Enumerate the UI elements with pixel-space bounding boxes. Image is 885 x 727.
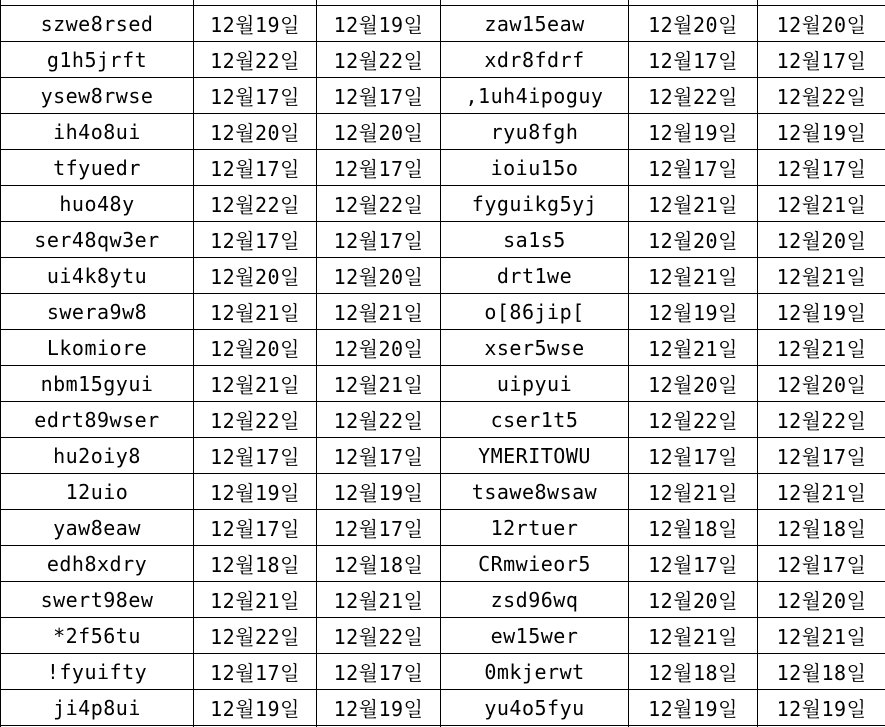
date-cell[interactable]: 12월19일 (758, 690, 885, 726)
name-cell[interactable]: huo48y (1, 186, 194, 222)
table-row (1, 690, 885, 726)
table-row (1, 294, 885, 330)
date-cell[interactable]: 12월19일 (758, 294, 885, 330)
date-cell[interactable]: 12월18일 (194, 546, 317, 582)
date-cell[interactable]: 12월17일 (758, 42, 885, 78)
table-row (1, 510, 885, 546)
date-cell[interactable]: 12월21일 (629, 258, 758, 294)
name-cell[interactable]: szwe8rsed (1, 6, 194, 42)
date-cell[interactable]: 12월19일 (629, 690, 758, 726)
date-cell[interactable]: 12월22일 (317, 42, 441, 78)
date-cell[interactable]: 12월19일 (317, 690, 441, 726)
table-row (1, 42, 885, 78)
date-cell[interactable]: 12월17일 (194, 150, 317, 186)
date-cell[interactable]: 12월22일 (629, 78, 758, 114)
name-cell[interactable]: !fyuifty (1, 654, 194, 690)
date-cell[interactable]: 12월21일 (629, 474, 758, 510)
name-cell[interactable]: g1h5jrft (1, 42, 194, 78)
name-cell[interactable]: ioiu15o (441, 150, 629, 186)
date-cell[interactable]: 12월17일 (194, 222, 317, 258)
name-cell[interactable]: edrt89wser (1, 402, 194, 438)
name-cell[interactable]: sa1s5 (441, 222, 629, 258)
date-cell[interactable]: 12월22일 (194, 42, 317, 78)
table-row (1, 222, 885, 258)
date-cell[interactable]: 12월20일 (629, 366, 758, 402)
date-cell[interactable]: 12월18일 (317, 546, 441, 582)
name-cell[interactable]: ih4o8ui (1, 114, 194, 150)
table-row (1, 402, 885, 438)
name-cell[interactable]: xser5wse (441, 330, 629, 366)
date-cell[interactable]: 12월17일 (629, 438, 758, 474)
name-cell[interactable]: xdr8fdrf (441, 42, 629, 78)
table-row (1, 114, 885, 150)
table-row (1, 6, 885, 42)
date-cell[interactable]: 12월21일 (317, 294, 441, 330)
table-row (1, 546, 885, 582)
name-cell[interactable]: uipyui (441, 366, 629, 402)
name-cell[interactable]: CRmwieor5 (441, 546, 629, 582)
date-cell[interactable]: 12월20일 (758, 366, 885, 402)
date-cell[interactable]: 12월22일 (194, 186, 317, 222)
table-row (1, 258, 885, 294)
date-cell[interactable]: 12월17일 (317, 150, 441, 186)
table-row (1, 186, 885, 222)
date-cell[interactable]: 12월17일 (194, 78, 317, 114)
date-cell[interactable]: 12월20일 (317, 114, 441, 150)
date-cell[interactable]: 12월20일 (194, 330, 317, 366)
date-cell[interactable]: 12월20일 (317, 258, 441, 294)
name-cell[interactable]: drt1we (441, 258, 629, 294)
table-row (1, 474, 885, 510)
date-cell[interactable]: 12월21일 (758, 186, 885, 222)
date-cell[interactable]: 12월20일 (629, 6, 758, 42)
name-cell[interactable]: swert98ew (1, 582, 194, 618)
date-cell[interactable]: 12월20일 (629, 222, 758, 258)
date-cell[interactable]: 12월19일 (317, 474, 441, 510)
date-cell[interactable]: 12월20일 (629, 582, 758, 618)
name-cell[interactable]: fyguikg5yj (441, 186, 629, 222)
name-cell[interactable]: tsawe8wsaw (441, 474, 629, 510)
date-cell[interactable]: 12월21일 (194, 366, 317, 402)
name-cell[interactable]: ui4k8ytu (1, 258, 194, 294)
name-cell[interactable]: ji4p8ui (1, 690, 194, 726)
table-row (1, 618, 885, 654)
name-cell[interactable]: tfyuedr (1, 150, 194, 186)
date-cell[interactable]: 12월18일 (629, 510, 758, 546)
date-cell[interactable]: 12월18일 (758, 654, 885, 690)
date-cell[interactable]: 12월17일 (758, 150, 885, 186)
date-cell[interactable]: 12월22일 (629, 402, 758, 438)
date-cell[interactable]: 12월21일 (758, 330, 885, 366)
name-cell[interactable]: nbm15gyui (1, 366, 194, 402)
date-cell[interactable]: 12월17일 (317, 438, 441, 474)
table-row (1, 366, 885, 402)
date-cell[interactable]: 12월22일 (194, 402, 317, 438)
table-row (1, 78, 885, 114)
date-cell[interactable]: 12월22일 (317, 186, 441, 222)
name-cell[interactable]: ysew8rwse (1, 78, 194, 114)
date-cell[interactable]: 12월17일 (629, 42, 758, 78)
date-cell[interactable]: 12월20일 (194, 114, 317, 150)
name-cell[interactable]: Lkomiore (1, 330, 194, 366)
date-cell[interactable]: 12월21일 (317, 366, 441, 402)
date-cell[interactable]: 12월21일 (758, 474, 885, 510)
date-cell[interactable]: 12월19일 (629, 294, 758, 330)
date-cell[interactable]: 12월22일 (758, 78, 885, 114)
name-cell[interactable]: zsd96wq (441, 582, 629, 618)
name-cell[interactable]: yaw8eaw (1, 510, 194, 546)
date-cell[interactable]: 12월22일 (317, 402, 441, 438)
name-cell[interactable]: YMERITOWU (441, 438, 629, 474)
table-row (1, 654, 885, 690)
name-cell[interactable]: 0mkjerwt (441, 654, 629, 690)
date-cell[interactable]: 12월17일 (194, 438, 317, 474)
name-cell[interactable]: ryu8fgh (441, 114, 629, 150)
table-row (1, 582, 885, 618)
name-cell[interactable]: o[86jip[ (441, 294, 629, 330)
name-cell[interactable]: swera9w8 (1, 294, 194, 330)
table-body (1, 0, 885, 727)
name-cell[interactable]: zaw15eaw (441, 6, 629, 42)
date-cell[interactable]: 12월21일 (629, 330, 758, 366)
date-cell[interactable]: 12월17일 (317, 78, 441, 114)
date-cell[interactable]: 12월19일 (317, 6, 441, 42)
date-cell[interactable]: 12월20일 (758, 6, 885, 42)
date-cell[interactable]: 12월17일 (317, 654, 441, 690)
date-cell[interactable]: 12월19일 (194, 690, 317, 726)
table-row (1, 150, 885, 186)
date-cell[interactable]: 12월21일 (629, 618, 758, 654)
date-cell[interactable]: 12월17일 (194, 654, 317, 690)
name-cell[interactable]: cser1t5 (441, 402, 629, 438)
date-cell[interactable]: 12월20일 (758, 222, 885, 258)
table-row (1, 438, 885, 474)
date-cell[interactable]: 12월20일 (758, 582, 885, 618)
date-cell[interactable]: 12월17일 (317, 222, 441, 258)
name-cell[interactable]: ,1uh4ipoguy (441, 78, 629, 114)
name-cell[interactable]: hu2oiy8 (1, 438, 194, 474)
date-cell[interactable]: 12월18일 (629, 654, 758, 690)
name-cell[interactable]: ew15wer (441, 618, 629, 654)
date-cell[interactable]: 12월19일 (194, 6, 317, 42)
name-cell[interactable]: edh8xdry (1, 546, 194, 582)
date-cell[interactable]: 12월19일 (629, 114, 758, 150)
date-cell[interactable]: 12월17일 (194, 510, 317, 546)
date-cell[interactable]: 12월21일 (194, 582, 317, 618)
date-cell[interactable]: 12월21일 (194, 294, 317, 330)
date-cell[interactable]: 12월17일 (758, 438, 885, 474)
date-cell[interactable]: 12월21일 (629, 186, 758, 222)
date-cell[interactable]: 12월17일 (629, 150, 758, 186)
name-cell[interactable]: yu4o5fyu (441, 690, 629, 726)
date-cell[interactable]: 12월21일 (758, 258, 885, 294)
date-cell[interactable]: 12월17일 (629, 546, 758, 582)
date-cell[interactable]: 12월19일 (758, 114, 885, 150)
date-cell[interactable]: 12월20일 (194, 258, 317, 294)
table-row (1, 330, 885, 366)
name-cell[interactable]: *2f56tu (1, 618, 194, 654)
date-cell[interactable]: 12월20일 (317, 330, 441, 366)
name-cell[interactable]: 12rtuer (441, 510, 629, 546)
date-cell[interactable]: 12월22일 (758, 402, 885, 438)
date-cell[interactable]: 12월17일 (758, 546, 885, 582)
date-cell[interactable]: 12월19일 (194, 474, 317, 510)
date-cell[interactable]: 12월17일 (317, 510, 441, 546)
name-cell[interactable]: ser48qw3er (1, 222, 194, 258)
date-cell[interactable]: 12월18일 (758, 510, 885, 546)
date-cell[interactable]: 12월22일 (194, 618, 317, 654)
date-cell[interactable]: 12월21일 (317, 582, 441, 618)
name-cell[interactable]: 12uio (1, 474, 194, 510)
date-cell[interactable]: 12월22일 (317, 618, 441, 654)
date-cell[interactable]: 12월21일 (758, 618, 885, 654)
